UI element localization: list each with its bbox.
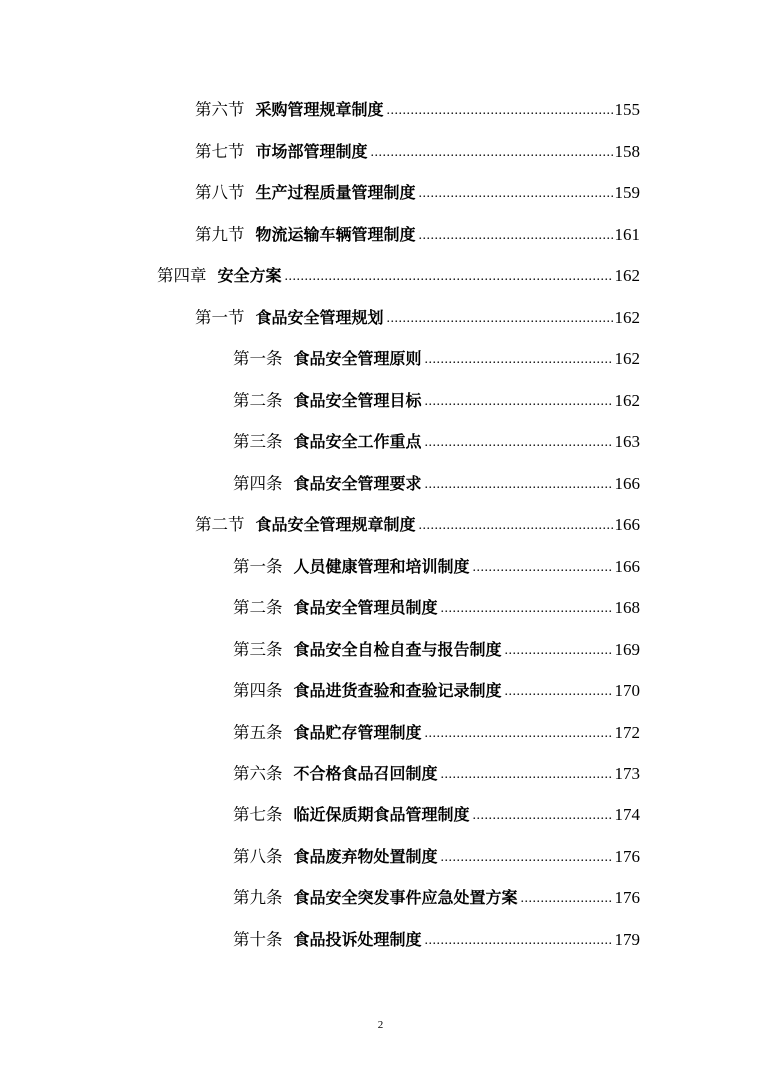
toc-dot-leader bbox=[285, 262, 613, 292]
toc-dot-leader bbox=[473, 553, 613, 583]
toc-entry-label: 第四条 bbox=[233, 474, 283, 493]
toc-entry-title: 不合格食品召回制度 bbox=[293, 764, 438, 783]
toc-entry-title: 人员健康管理和培训制度 bbox=[293, 557, 470, 576]
toc-entry-label: 第一条 bbox=[233, 557, 283, 576]
toc-entry[interactable] bbox=[233, 593, 640, 623]
toc-entry-page: 170 bbox=[614, 681, 640, 700]
toc-entry[interactable] bbox=[195, 220, 640, 250]
toc-entry-label: 第八条 bbox=[233, 847, 283, 866]
toc-entry-title: 物流运输车辆管理制度 bbox=[255, 225, 416, 244]
toc-entry-label: 第四章 bbox=[157, 266, 207, 285]
toc-entry[interactable] bbox=[195, 303, 640, 333]
toc-entry-title: 食品贮存管理制度 bbox=[293, 723, 422, 742]
toc-entry[interactable] bbox=[233, 718, 640, 748]
toc-entry-label: 第一条 bbox=[233, 349, 283, 368]
toc-entry-title: 食品安全突发事件应急处置方案 bbox=[293, 888, 518, 907]
toc-entry-label: 第七条 bbox=[233, 805, 283, 824]
toc-entry-page: 176 bbox=[614, 847, 640, 866]
toc-entry[interactable] bbox=[195, 137, 640, 167]
toc-entry-title: 食品安全管理目标 bbox=[293, 391, 422, 410]
toc-entry-chapter[interactable] bbox=[157, 261, 640, 291]
toc-dot-leader bbox=[419, 511, 613, 541]
toc-entry[interactable] bbox=[233, 635, 640, 665]
toc-entry-label: 第四条 bbox=[233, 681, 283, 700]
page-number: 2 bbox=[377, 1019, 384, 1031]
toc-entry-title: 食品安全管理原则 bbox=[293, 349, 422, 368]
toc-entry-page: 162 bbox=[614, 266, 640, 285]
toc-entry-label: 第一节 bbox=[195, 308, 245, 327]
toc-entry-page: 162 bbox=[614, 349, 640, 368]
toc-entry-page: 155 bbox=[614, 100, 640, 119]
toc-entry-label: 第七节 bbox=[195, 142, 245, 161]
toc-entry-label: 第六节 bbox=[195, 100, 245, 119]
toc-entry-label: 第九节 bbox=[195, 225, 245, 244]
toc-entry-title: 安全方案 bbox=[217, 266, 282, 285]
toc-entry-label: 第六条 bbox=[233, 764, 283, 783]
toc-entry-page: 163 bbox=[614, 432, 640, 451]
toc-dot-leader bbox=[521, 884, 613, 914]
toc-entry-label: 第二节 bbox=[195, 515, 245, 534]
toc-entry[interactable] bbox=[233, 427, 640, 457]
toc-entry-page: 162 bbox=[614, 308, 640, 327]
toc-entry-title: 食品安全自检自查与报告制度 bbox=[293, 640, 502, 659]
toc-entry-title: 食品投诉处理制度 bbox=[293, 930, 422, 949]
toc-dot-leader bbox=[419, 179, 613, 209]
toc-entry-label: 第五条 bbox=[233, 723, 283, 742]
toc-dot-leader bbox=[425, 345, 613, 375]
toc-entry-page: 169 bbox=[614, 640, 640, 659]
toc-dot-leader bbox=[425, 926, 613, 956]
toc-entry-title: 食品安全管理要求 bbox=[293, 474, 422, 493]
toc-entry-label: 第八节 bbox=[195, 183, 245, 202]
toc-entry[interactable] bbox=[233, 883, 640, 913]
toc-entry-title: 食品安全管理规章制度 bbox=[255, 515, 416, 534]
toc-entry-title: 食品进货查验和查验记录制度 bbox=[293, 681, 502, 700]
toc-dot-leader bbox=[419, 221, 613, 251]
toc-entry[interactable] bbox=[195, 95, 640, 125]
toc-entry-page: 173 bbox=[614, 764, 640, 783]
toc-entry-label: 第十条 bbox=[233, 930, 283, 949]
toc-entry-page: 158 bbox=[614, 142, 640, 161]
toc-dot-leader bbox=[473, 801, 613, 831]
toc-entry-page: 168 bbox=[614, 598, 640, 617]
toc-dot-leader bbox=[387, 96, 613, 126]
toc-dot-leader bbox=[425, 428, 613, 458]
toc-entry-page: 172 bbox=[614, 723, 640, 742]
toc-entry-title: 采购管理规章制度 bbox=[255, 100, 384, 119]
toc-entry[interactable] bbox=[233, 386, 640, 416]
toc-entry[interactable] bbox=[233, 344, 640, 374]
toc-entry-page: 159 bbox=[614, 183, 640, 202]
toc-entry-page: 162 bbox=[614, 391, 640, 410]
toc-entry-page: 166 bbox=[614, 515, 640, 534]
toc-entry-label: 第二条 bbox=[233, 598, 283, 617]
toc-entry-title: 食品安全管理规划 bbox=[255, 308, 384, 327]
toc-entry-page: 179 bbox=[614, 930, 640, 949]
toc-entry-page: 161 bbox=[614, 225, 640, 244]
toc-dot-leader bbox=[441, 594, 613, 624]
toc-dot-leader bbox=[441, 843, 613, 873]
toc-entry-page: 166 bbox=[614, 474, 640, 493]
toc-entry-page: 174 bbox=[614, 805, 640, 824]
toc-dot-leader bbox=[425, 719, 613, 749]
toc-entry[interactable] bbox=[233, 552, 640, 582]
toc-entry-label: 第三条 bbox=[233, 640, 283, 659]
toc-entry-title: 市场部管理制度 bbox=[255, 142, 368, 161]
toc-dot-leader bbox=[441, 760, 613, 790]
toc-dot-leader bbox=[371, 138, 613, 168]
toc-entry[interactable] bbox=[233, 925, 640, 955]
toc-entry[interactable] bbox=[233, 676, 640, 706]
toc-entry-label: 第三条 bbox=[233, 432, 283, 451]
toc-entry[interactable] bbox=[195, 178, 640, 208]
toc-dot-leader bbox=[505, 636, 613, 666]
toc-dot-leader bbox=[425, 470, 613, 500]
toc-entry[interactable] bbox=[233, 759, 640, 789]
toc-entry-title: 食品安全管理员制度 bbox=[293, 598, 438, 617]
toc-dot-leader bbox=[505, 677, 613, 707]
toc-entry-page: 166 bbox=[614, 557, 640, 576]
toc-entry[interactable] bbox=[195, 510, 640, 540]
toc-entry-title: 生产过程质量管理制度 bbox=[255, 183, 416, 202]
toc-dot-leader bbox=[425, 387, 613, 417]
toc-entry-title: 临近保质期食品管理制度 bbox=[293, 805, 470, 824]
toc-entry-label: 第二条 bbox=[233, 391, 283, 410]
toc-entry-page: 176 bbox=[614, 888, 640, 907]
toc-entry[interactable] bbox=[233, 469, 640, 499]
toc-entry-label: 第九条 bbox=[233, 888, 283, 907]
toc-entry[interactable] bbox=[233, 842, 640, 872]
toc-entry[interactable] bbox=[233, 800, 640, 830]
toc-dot-leader bbox=[387, 304, 613, 334]
toc-entry-title: 食品安全工作重点 bbox=[293, 432, 422, 451]
toc-entry-title: 食品废弃物处置制度 bbox=[293, 847, 438, 866]
